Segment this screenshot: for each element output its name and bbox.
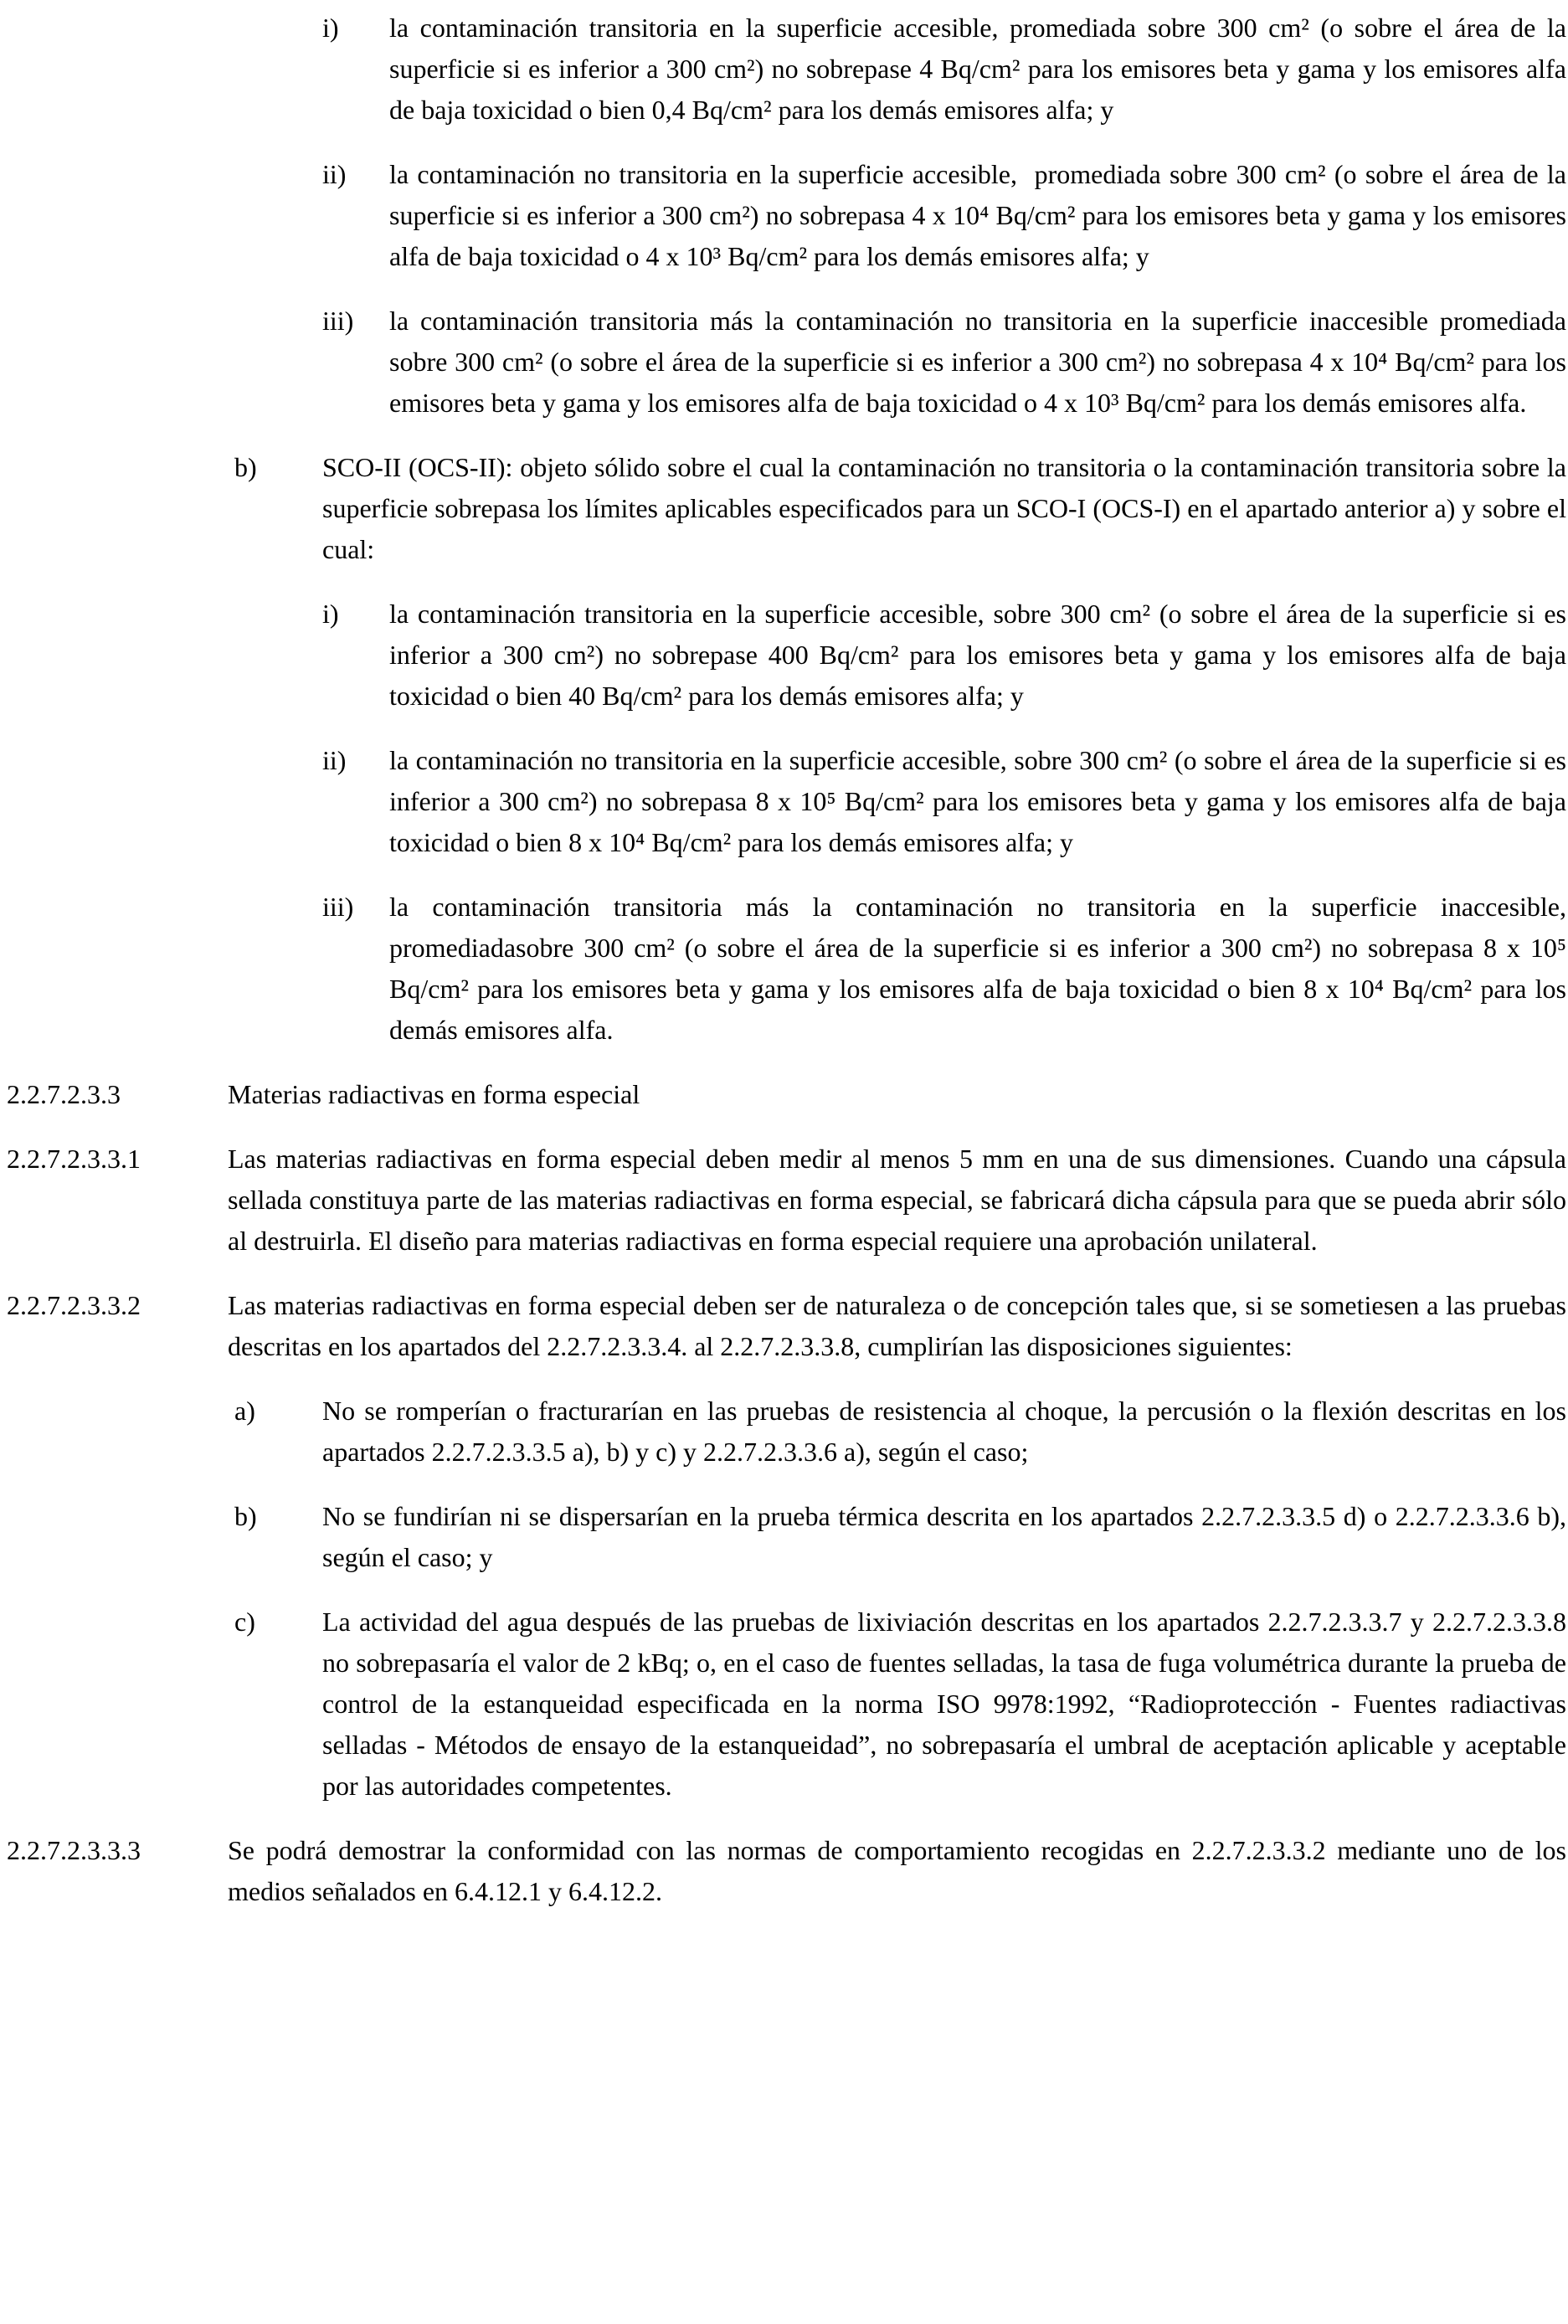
list-marker: i) xyxy=(322,599,339,629)
list-item-text: la contaminación no transitoria en la superficie accesible, sobre 300 cm² (o sobre el área de la superficie si es inferior a 300 cm²) no sobrepasa 8 x 10⁵ Bq/cm² para los emisores beta y gama y los emisores alfa de baja toxicidad o bien 8 x 10⁴ Bq/cm² para los demás emisores alfa; y xyxy=(389,745,1566,857)
section-paragraph xyxy=(0,1830,1568,1912)
list-item-b xyxy=(234,1496,1568,1578)
section-number: 2.2.7.2.3.3 xyxy=(7,1079,121,1109)
list-item-text: SCO-II (OCS-II): objeto sólido sobre el cual la contaminación no transitoria o la contaminación transitoria sobre la superficie sobrepasa los límites aplicables especificados para un SCO-I (OCS-I) en el apartado anterior a) y sobre el cual: xyxy=(322,452,1566,564)
list-item-text: No se romperían o fracturarían en las pruebas de resistencia al choque, la percusión o la flexión descritas en los apartados 2.2.7.2.3.3.5 a), b) y c) y 2.2.7.2.3.3.6 a), según el caso; xyxy=(322,1396,1566,1467)
list-marker: a) xyxy=(234,1396,255,1426)
list-item-text: No se fundirían ni se dispersarían en la prueba térmica descrita en los apartados 2.2.7.2.3.3.5 d) o 2.2.7.2.3.3.6 b), según el caso; y xyxy=(322,1501,1566,1572)
section-title: Materias radiactivas en forma especial xyxy=(228,1079,640,1109)
paragraph-text: Se podrá demostrar la conformidad con las normas de comportamiento recogidas en 2.2.7.2.3.3.2 mediante uno de los medios señalados en 6.4.12.1 y 6.4.12.2. xyxy=(228,1835,1566,1906)
section-paragraph xyxy=(0,1285,1568,1367)
list-item-text: la contaminación transitoria en la superficie accesible, sobre 300 cm² (o sobre el área de la superficie si es inferior a 300 cm²) no sobrepase 400 Bq/cm² para los emisores beta y gama y los emisores alfa de baja toxicidad o bien 40 Bq/cm² para los demás emisores alfa; y xyxy=(389,599,1566,711)
list-marker: c) xyxy=(234,1607,255,1637)
list-item-iii xyxy=(322,301,1568,424)
list-marker: b) xyxy=(234,1501,257,1531)
section-paragraph xyxy=(0,1139,1568,1262)
list-item-iii xyxy=(322,887,1568,1051)
list-item-text: la contaminación transitoria más la contaminación no transitoria en la superficie inaccesible promediada sobre 300 cm² (o sobre el área de la superficie si es inferior a 300 cm²) no sobrepasa 4 x 10⁴ Bq/cm² para los emisores beta y gama y los emisores alfa de baja toxicidad o 4 x 10³ Bq/cm² para los demás emisores alfa. xyxy=(389,306,1566,418)
list-item-text: la contaminación transitoria en la superficie accesible, promediada sobre 300 cm² (o sobre el área de la superficie si es inferior a 300 cm²) no sobrepase 4 Bq/cm² para los emisores beta y gama y los emisores alfa de baja toxicidad o bien 0,4 Bq/cm² para los demás emisores alfa; y xyxy=(389,13,1566,125)
list-marker: ii) xyxy=(322,745,347,775)
list-marker: b) xyxy=(234,452,257,482)
list-item-ii xyxy=(322,740,1568,863)
section-number: 2.2.7.2.3.3.3 xyxy=(7,1835,141,1865)
list-item-c xyxy=(234,1602,1568,1807)
list-item-text: la contaminación no transitoria en la superficie accesible, promediada sobre 300 cm² (o sobre el área de la superficie si es inferior a 300 cm²) no sobrepasa 4 x 10⁴ Bq/cm² para los emisores beta y gama y los emisores alfa de baja toxicidad o 4 x 10³ Bq/cm² para los demás emisores alfa; y xyxy=(389,159,1566,271)
list-marker: iii) xyxy=(322,892,354,922)
section-number: 2.2.7.2.3.3.2 xyxy=(7,1290,141,1320)
paragraph-text: Las materias radiactivas en forma especial deben ser de naturaleza o de concepción tales que, si se sometiesen a las pruebas descritas en los apartados del 2.2.7.2.3.3.4. al 2.2.7.2.3.3.8, cumplirían las disposiciones siguientes: xyxy=(228,1290,1566,1361)
list-item-i xyxy=(322,8,1568,131)
list-item-a xyxy=(234,1391,1568,1473)
list-item-text: La actividad del agua después de las pruebas de lixiviación descritas en los apartados 2.2.7.2.3.3.7 y 2.2.7.2.3.3.8 no sobrepasaría el valor de 2 kBq; o, en el caso de fuentes selladas, la tasa de fuga volumétrica durante la prueba de control de la estanqueidad especificada en la norma ISO 9978:1992, “Radioprotección - Fuentes radiactivas selladas - Métodos de ensayo de la estanqueidad”, no sobrepasaría el umbral de aceptación aplicable y aceptable por las autoridades competentes. xyxy=(322,1607,1566,1801)
list-marker: ii) xyxy=(322,159,347,189)
list-item-text: la contaminación transitoria más la contaminación no transitoria en la superficie inaccesible, promediadasobre 300 cm² (o sobre el área de la superficie si es inferior a 300 cm²) no sobrepasa 8 x 10⁵ Bq/cm² para los emisores beta y gama y los emisores alfa de baja toxicidad o bien 8 x 10⁴ Bq/cm² para los demás emisores alfa. xyxy=(389,892,1566,1045)
section-number: 2.2.7.2.3.3.1 xyxy=(7,1144,141,1174)
list-item-i xyxy=(322,594,1568,717)
section-heading xyxy=(0,1074,1568,1115)
list-item-ii xyxy=(322,154,1568,277)
paragraph-text: Las materias radiactivas en forma especial deben medir al menos 5 mm en una de sus dimensiones. Cuando una cápsula sellada constituya parte de las materias radiactivas en forma especial, se fabricará dicha cápsula para que se pueda abrir sólo al destruirla. El diseño para materias radiactivas en forma especial requiere una aprobación unilateral. xyxy=(228,1144,1566,1256)
list-marker: i) xyxy=(322,13,339,43)
list-item-b xyxy=(234,447,1568,570)
list-marker: iii) xyxy=(322,306,354,336)
